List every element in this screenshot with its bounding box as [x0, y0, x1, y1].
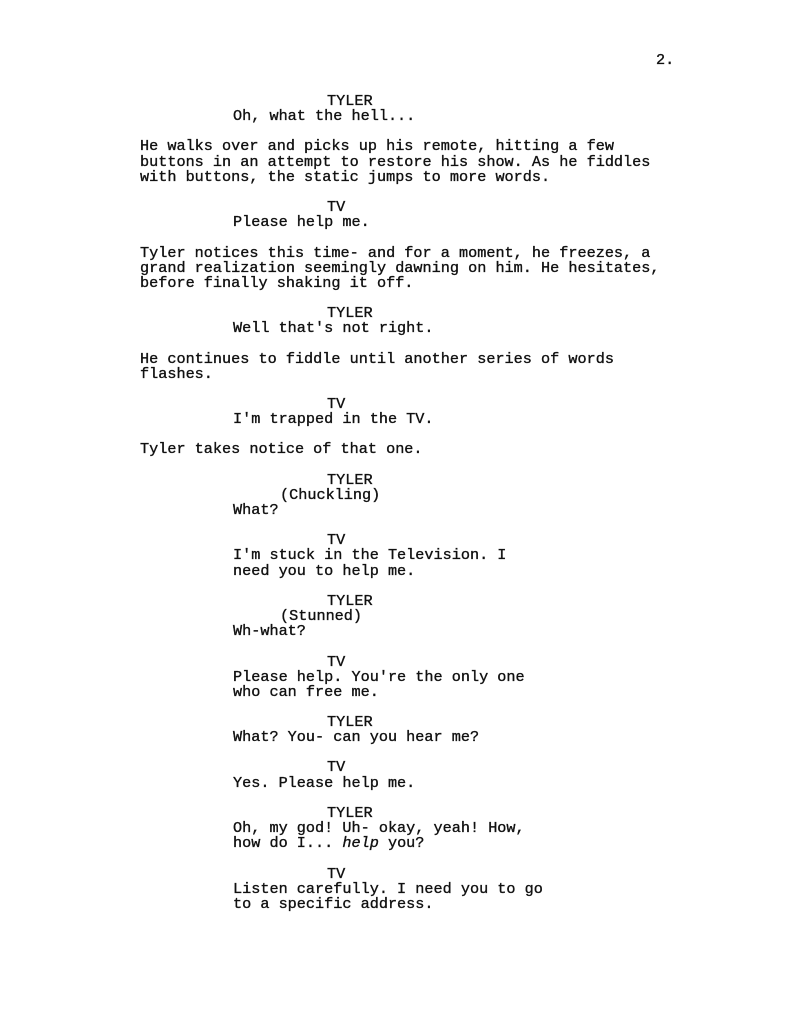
parenthetical: (Chuckling) [280, 486, 381, 504]
action-line: Tyler notices this time- and for a moment, he freezes, a [140, 244, 651, 262]
dialogue-line: Listen carefully. I need you to go [233, 880, 543, 898]
character-name: TV [327, 653, 346, 671]
action-line: He walks over and picks up his remote, hitting a few [140, 137, 614, 155]
dialogue-line: Oh, what the hell... [233, 107, 416, 125]
character-name: TYLER [327, 304, 373, 322]
dialogue-line: I'm stuck in the Television. I [233, 546, 507, 564]
dialogue-line: I'm trapped in the TV. [233, 410, 434, 428]
dialogue-text: you? [378, 834, 425, 852]
character-name: TYLER [327, 804, 373, 822]
action-line: before finally shaking it off. [140, 274, 414, 292]
action-line: He continues to fiddle until another series of words [140, 350, 614, 368]
dialogue-line: Well that's not right. [233, 319, 434, 337]
dialogue-line: What? [233, 501, 279, 519]
character-name: TV [327, 198, 346, 216]
action-line: Tyler takes notice of that one. [140, 440, 423, 458]
character-name: TYLER [327, 592, 373, 610]
dialogue-emphasis: help [342, 834, 379, 852]
dialogue-line: Please help me. [233, 213, 370, 231]
action-line: flashes. [140, 365, 213, 383]
parenthetical: (Stunned) [280, 607, 363, 625]
dialogue-line: Please help. You're the only one [233, 668, 525, 686]
character-name: TV [327, 865, 346, 883]
dialogue-line: need you to help me. [233, 562, 416, 580]
dialogue-line: Oh, my god! Uh- okay, yeah! How, [233, 819, 525, 837]
dialogue-line: Wh-what? [233, 622, 306, 640]
action-line: buttons in an attempt to restore his show. As he fiddles [140, 153, 651, 171]
dialogue-line [233, 836, 424, 851]
character-name: TYLER [327, 92, 373, 110]
dialogue-line: to a specific address. [233, 895, 434, 913]
dialogue-text: how do I... [233, 834, 343, 852]
action-line: grand realization seemingly dawning on him. He hesitates, [140, 259, 660, 277]
action-line: with buttons, the static jumps to more words. [140, 168, 551, 186]
dialogue-line: Yes. Please help me. [233, 774, 416, 792]
character-name: TYLER [327, 713, 373, 731]
character-name: TV [327, 758, 346, 776]
dialogue-line: who can free me. [233, 683, 379, 701]
character-name: TV [327, 531, 346, 549]
character-name: TV [327, 395, 346, 413]
character-name: TYLER [327, 471, 373, 489]
dialogue-line: What? You- can you hear me? [233, 728, 480, 746]
page-number: 2. [656, 51, 675, 69]
